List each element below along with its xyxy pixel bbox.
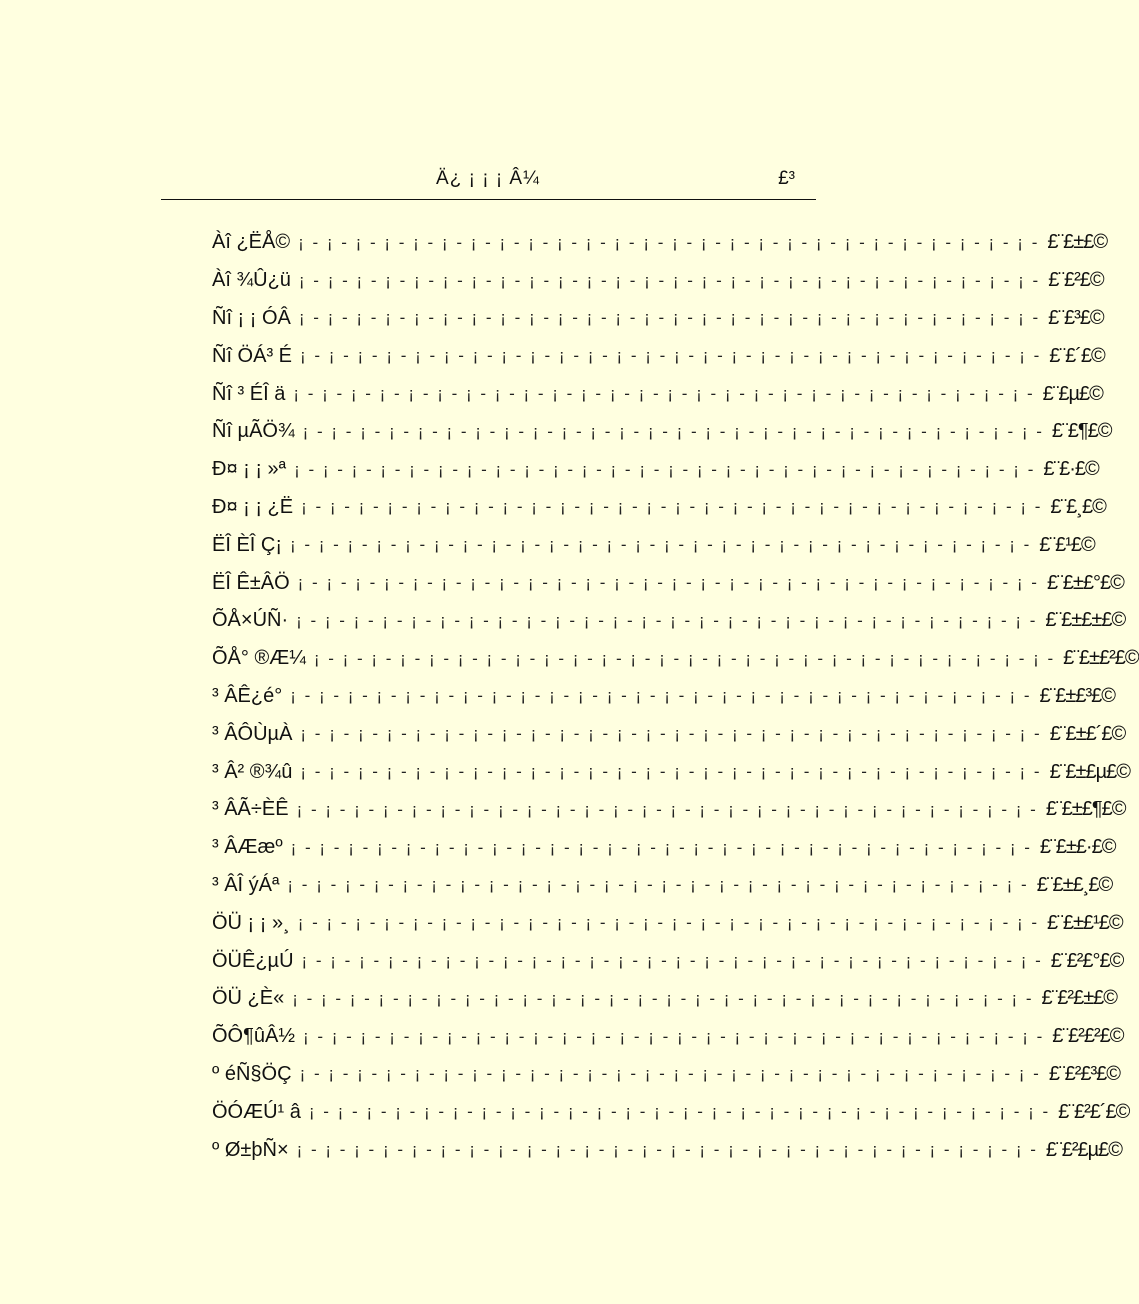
toc-entry-title: ÖÜ ¡ ¡ »¸ (212, 911, 290, 934)
toc-entry-page: £¨£±£¶£© (1045, 798, 1126, 821)
toc-entry-page: £¨£±£´£© (1049, 722, 1126, 745)
toc-dot-leader: ¡ - ¡ - ¡ - ¡ - ¡ - ¡ - ¡ - ¡ - ¡ - ¡ - ¡ - ¡ - ¡ - ¡ - ¡ - ¡ - ¡ - ¡ - ¡ - ¡ - ¡ - ¡ - ¡ - ¡ - ¡ - ¡ - (290, 837, 1032, 857)
toc-entry (212, 602, 1126, 640)
toc-dot-leader: ¡ - ¡ - ¡ - ¡ - ¡ - ¡ - ¡ - ¡ - ¡ - ¡ - ¡ - ¡ - ¡ - ¡ - ¡ - ¡ - ¡ - ¡ - ¡ - ¡ - ¡ - ¡ - ¡ - ¡ - ¡ - ¡ - (298, 270, 1041, 290)
toc-entry-title: Ð¤ ¡ ¡ »ª (212, 458, 287, 481)
toc-dot-leader: ¡ - ¡ - ¡ - ¡ - ¡ - ¡ - ¡ - ¡ - ¡ - ¡ - ¡ - ¡ - ¡ - ¡ - ¡ - ¡ - ¡ - ¡ - ¡ - ¡ - ¡ - ¡ - ¡ - ¡ - ¡ - ¡ - (300, 346, 1042, 366)
toc-entry (212, 1056, 1121, 1094)
toc-entry-title: ³ ÂÎ ýÁª (212, 873, 280, 896)
toc-entry-title: ÕÅ° ®Æ¼ (212, 647, 306, 670)
toc-entry-page: £¨£¶£© (1051, 420, 1112, 443)
toc-entry-page: £¨£²£²£© (1052, 1025, 1124, 1048)
header-rule (161, 199, 816, 200)
toc-entry-title: Àî ¿ËÅ© (212, 231, 291, 254)
toc-entry-title: º éÑ§ÖÇ (212, 1062, 292, 1085)
toc-dot-leader: ¡ - ¡ - ¡ - ¡ - ¡ - ¡ - ¡ - ¡ - ¡ - ¡ - ¡ - ¡ - ¡ - ¡ - ¡ - ¡ - ¡ - ¡ - ¡ - ¡ - ¡ - ¡ - ¡ - ¡ - ¡ - ¡ - (294, 459, 1036, 479)
toc-dot-leader: ¡ - ¡ - ¡ - ¡ - ¡ - ¡ - ¡ - ¡ - ¡ - ¡ - ¡ - ¡ - ¡ - ¡ - ¡ - ¡ - ¡ - ¡ - ¡ - ¡ - ¡ - ¡ - ¡ - ¡ - ¡ - ¡ - (297, 573, 1039, 593)
toc-dot-leader: ¡ - ¡ - ¡ - ¡ - ¡ - ¡ - ¡ - ¡ - ¡ - ¡ - ¡ - ¡ - ¡ - ¡ - ¡ - ¡ - ¡ - ¡ - ¡ - ¡ - ¡ - ¡ - ¡ - ¡ - ¡ - ¡ - (292, 988, 1034, 1008)
toc-dot-leader: ¡ - ¡ - ¡ - ¡ - ¡ - ¡ - ¡ - ¡ - ¡ - ¡ - ¡ - ¡ - ¡ - ¡ - ¡ - ¡ - ¡ - ¡ - ¡ - ¡ - ¡ - ¡ - ¡ - ¡ - ¡ - ¡ - (287, 875, 1029, 895)
toc-dot-leader: ¡ - ¡ - ¡ - ¡ - ¡ - ¡ - ¡ - ¡ - ¡ - ¡ - ¡ - ¡ - ¡ - ¡ - ¡ - ¡ - ¡ - ¡ - ¡ - ¡ - ¡ - ¡ - ¡ - ¡ - ¡ - ¡ - (290, 686, 1032, 706)
toc-entry (212, 640, 1139, 678)
toc-entry-page: £¨£²£³£© (1048, 1062, 1121, 1085)
toc-entry-page: £¨£±£²£© (1063, 647, 1139, 670)
toc-entry (212, 942, 1124, 980)
toc-entry (212, 262, 1104, 300)
toc-entry-title: ÕÔ¶ûÂ½ (212, 1025, 295, 1048)
running-header (161, 162, 815, 198)
toc-entry (212, 715, 1126, 753)
toc-entry (212, 867, 1113, 905)
toc-entry-page: £¨£²£´£© (1058, 1100, 1130, 1123)
toc-entry-title: º Ø±þÑ× (212, 1138, 289, 1161)
toc-entry (212, 413, 1112, 451)
toc-entry-title: ËÎ Ê±ÂÖ (212, 571, 290, 594)
toc-entry (212, 980, 1118, 1018)
toc-entry-page: £¨£·£© (1043, 458, 1099, 481)
toc-entry-page: £¨£²£°£© (1050, 949, 1124, 972)
toc-dot-leader: ¡ - ¡ - ¡ - ¡ - ¡ - ¡ - ¡ - ¡ - ¡ - ¡ - ¡ - ¡ - ¡ - ¡ - ¡ - ¡ - ¡ - ¡ - ¡ - ¡ - ¡ - ¡ - ¡ - ¡ - ¡ - ¡ - (301, 951, 1043, 971)
toc-dot-leader: ¡ - ¡ - ¡ - ¡ - ¡ - ¡ - ¡ - ¡ - ¡ - ¡ - ¡ - ¡ - ¡ - ¡ - ¡ - ¡ - ¡ - ¡ - ¡ - ¡ - ¡ - ¡ - ¡ - ¡ - ¡ - ¡ - (290, 535, 1032, 555)
toc-entry-page: £¨£µ£© (1042, 382, 1103, 405)
header-page-number: £³ (778, 168, 795, 189)
toc-entry (212, 375, 1103, 413)
toc-entry (212, 829, 1116, 867)
toc-entry-page: £¨£±£© (1047, 231, 1108, 254)
toc-dot-leader: ¡ - ¡ - ¡ - ¡ - ¡ - ¡ - ¡ - ¡ - ¡ - ¡ - ¡ - ¡ - ¡ - ¡ - ¡ - ¡ - ¡ - ¡ - ¡ - ¡ - ¡ - ¡ - ¡ - ¡ - ¡ - ¡ - (296, 799, 1038, 819)
toc-dot-leader: ¡ - ¡ - ¡ - ¡ - ¡ - ¡ - ¡ - ¡ - ¡ - ¡ - ¡ - ¡ - ¡ - ¡ - ¡ - ¡ - ¡ - ¡ - ¡ - ¡ - ¡ - ¡ - ¡ - ¡ - ¡ - ¡ - (296, 610, 1038, 630)
toc-entry-title: ³ ÂÆæº (212, 836, 283, 859)
toc-entry (212, 564, 1124, 602)
toc-entry-page: £¨£±£³£© (1039, 684, 1116, 707)
toc-dot-leader: ¡ - ¡ - ¡ - ¡ - ¡ - ¡ - ¡ - ¡ - ¡ - ¡ - ¡ - ¡ - ¡ - ¡ - ¡ - ¡ - ¡ - ¡ - ¡ - ¡ - ¡ - ¡ - ¡ - ¡ - ¡ - ¡ - (301, 497, 1043, 517)
header-title: Ä¿ ¡ ¡ ¡ Â¼ (436, 168, 540, 189)
toc-entry (212, 753, 1130, 791)
toc-entry (212, 451, 1099, 489)
toc-entry-page: £¨£±£±£© (1045, 609, 1126, 632)
toc-entry-title: ÖÜÊ¿µÚ (212, 949, 294, 972)
toc-entry-page: £¨£¸£© (1050, 495, 1106, 518)
toc-entry (212, 678, 1116, 716)
toc-entry-page: £¨£²£© (1048, 269, 1104, 292)
toc-dot-leader: ¡ - ¡ - ¡ - ¡ - ¡ - ¡ - ¡ - ¡ - ¡ - ¡ - ¡ - ¡ - ¡ - ¡ - ¡ - ¡ - ¡ - ¡ - ¡ - ¡ - ¡ - ¡ - ¡ - ¡ - ¡ - ¡ - (298, 232, 1040, 252)
toc-entry-title: ËÎ ÈÎ Ç¡ (212, 533, 283, 556)
toc-entry (212, 489, 1106, 527)
toc-entry (212, 300, 1104, 338)
table-of-contents (212, 224, 1139, 1169)
toc-dot-leader: ¡ - ¡ - ¡ - ¡ - ¡ - ¡ - ¡ - ¡ - ¡ - ¡ - ¡ - ¡ - ¡ - ¡ - ¡ - ¡ - ¡ - ¡ - ¡ - ¡ - ¡ - ¡ - ¡ - ¡ - ¡ - ¡ - (302, 421, 1044, 441)
toc-entry-page: £¨£±£µ£© (1049, 760, 1130, 783)
toc-entry (212, 904, 1123, 942)
toc-entry-title: ÖÜ ¿È« (212, 987, 285, 1010)
toc-dot-leader: ¡ - ¡ - ¡ - ¡ - ¡ - ¡ - ¡ - ¡ - ¡ - ¡ - ¡ - ¡ - ¡ - ¡ - ¡ - ¡ - ¡ - ¡ - ¡ - ¡ - ¡ - ¡ - ¡ - ¡ - ¡ - ¡ - (293, 384, 1035, 404)
toc-entry-page: £¨£±£¸£© (1036, 873, 1113, 896)
toc-entry-title: ³ ÂÔÙµÀ (212, 722, 293, 745)
toc-dot-leader: ¡ - ¡ - ¡ - ¡ - ¡ - ¡ - ¡ - ¡ - ¡ - ¡ - ¡ - ¡ - ¡ - ¡ - ¡ - ¡ - ¡ - ¡ - ¡ - ¡ - ¡ - ¡ - ¡ - ¡ - ¡ - ¡ - (297, 913, 1040, 933)
toc-entry-title: Ñî ÖÁ³ É (212, 344, 293, 367)
toc-dot-leader: ¡ - ¡ - ¡ - ¡ - ¡ - ¡ - ¡ - ¡ - ¡ - ¡ - ¡ - ¡ - ¡ - ¡ - ¡ - ¡ - ¡ - ¡ - ¡ - ¡ - ¡ - ¡ - ¡ - ¡ - ¡ - ¡ - (313, 648, 1056, 668)
toc-dot-leader: ¡ - ¡ - ¡ - ¡ - ¡ - ¡ - ¡ - ¡ - ¡ - ¡ - ¡ - ¡ - ¡ - ¡ - ¡ - ¡ - ¡ - ¡ - ¡ - ¡ - ¡ - ¡ - ¡ - ¡ - ¡ - ¡ - (303, 1026, 1045, 1046)
toc-entry-page: £¨£²£µ£© (1045, 1138, 1122, 1161)
toc-entry-title: Ð¤ ¡ ¡ ¿Ë (212, 495, 294, 518)
toc-dot-leader: ¡ - ¡ - ¡ - ¡ - ¡ - ¡ - ¡ - ¡ - ¡ - ¡ - ¡ - ¡ - ¡ - ¡ - ¡ - ¡ - ¡ - ¡ - ¡ - ¡ - ¡ - ¡ - ¡ - ¡ - ¡ - ¡ - (300, 724, 1042, 744)
toc-dot-leader: ¡ - ¡ - ¡ - ¡ - ¡ - ¡ - ¡ - ¡ - ¡ - ¡ - ¡ - ¡ - ¡ - ¡ - ¡ - ¡ - ¡ - ¡ - ¡ - ¡ - ¡ - ¡ - ¡ - ¡ - ¡ - ¡ - (300, 762, 1042, 782)
toc-entry-title: ³ Â² ®¾û (212, 760, 293, 783)
toc-entry-page: £¨£±£·£© (1039, 836, 1116, 859)
toc-entry-title: Àî ¾Û¿ü (212, 269, 291, 292)
toc-entry (212, 1093, 1130, 1131)
toc-entry (212, 526, 1095, 564)
toc-entry-title: Ñî ¡ ¡ ÓÂ (212, 306, 291, 329)
toc-entry-page: £¨£±£°£© (1046, 571, 1124, 594)
toc-entry-title: ³ ÂÊ¿é° (212, 684, 283, 707)
toc-entry-page: £¨£¹£© (1039, 533, 1095, 556)
toc-dot-leader: ¡ - ¡ - ¡ - ¡ - ¡ - ¡ - ¡ - ¡ - ¡ - ¡ - ¡ - ¡ - ¡ - ¡ - ¡ - ¡ - ¡ - ¡ - ¡ - ¡ - ¡ - ¡ - ¡ - ¡ - ¡ - ¡ - (298, 308, 1041, 328)
toc-entry-title: ÕÅ×ÚÑ· (212, 609, 289, 632)
toc-entry-title: Ñî ³ ÉÎ ä (212, 382, 286, 405)
toc-dot-leader: ¡ - ¡ - ¡ - ¡ - ¡ - ¡ - ¡ - ¡ - ¡ - ¡ - ¡ - ¡ - ¡ - ¡ - ¡ - ¡ - ¡ - ¡ - ¡ - ¡ - ¡ - ¡ - ¡ - ¡ - ¡ - ¡ - (299, 1064, 1041, 1084)
toc-entry (212, 224, 1108, 262)
toc-entry-title: ÖÓÆÚ¹ â (212, 1100, 301, 1123)
toc-entry-page: £¨£²£±£© (1041, 987, 1118, 1010)
toc-entry-title: Ñî µÃÖ¾ (212, 420, 295, 443)
toc-entry (212, 1018, 1124, 1056)
toc-entry-title: ³ ÂÃ÷ÈÊ (212, 798, 289, 821)
toc-entry-page: £¨£´£© (1049, 344, 1105, 367)
toc-entry-page: £¨£±£¹£© (1047, 911, 1123, 934)
toc-dot-leader: ¡ - ¡ - ¡ - ¡ - ¡ - ¡ - ¡ - ¡ - ¡ - ¡ - ¡ - ¡ - ¡ - ¡ - ¡ - ¡ - ¡ - ¡ - ¡ - ¡ - ¡ - ¡ - ¡ - ¡ - ¡ - ¡ - (296, 1140, 1038, 1160)
toc-entry (212, 791, 1126, 829)
toc-entry (212, 337, 1105, 375)
toc-entry-page: £¨£³£© (1048, 306, 1104, 329)
toc-dot-leader: ¡ - ¡ - ¡ - ¡ - ¡ - ¡ - ¡ - ¡ - ¡ - ¡ - ¡ - ¡ - ¡ - ¡ - ¡ - ¡ - ¡ - ¡ - ¡ - ¡ - ¡ - ¡ - ¡ - ¡ - ¡ - ¡ - (308, 1102, 1051, 1122)
toc-entry (212, 1131, 1122, 1169)
